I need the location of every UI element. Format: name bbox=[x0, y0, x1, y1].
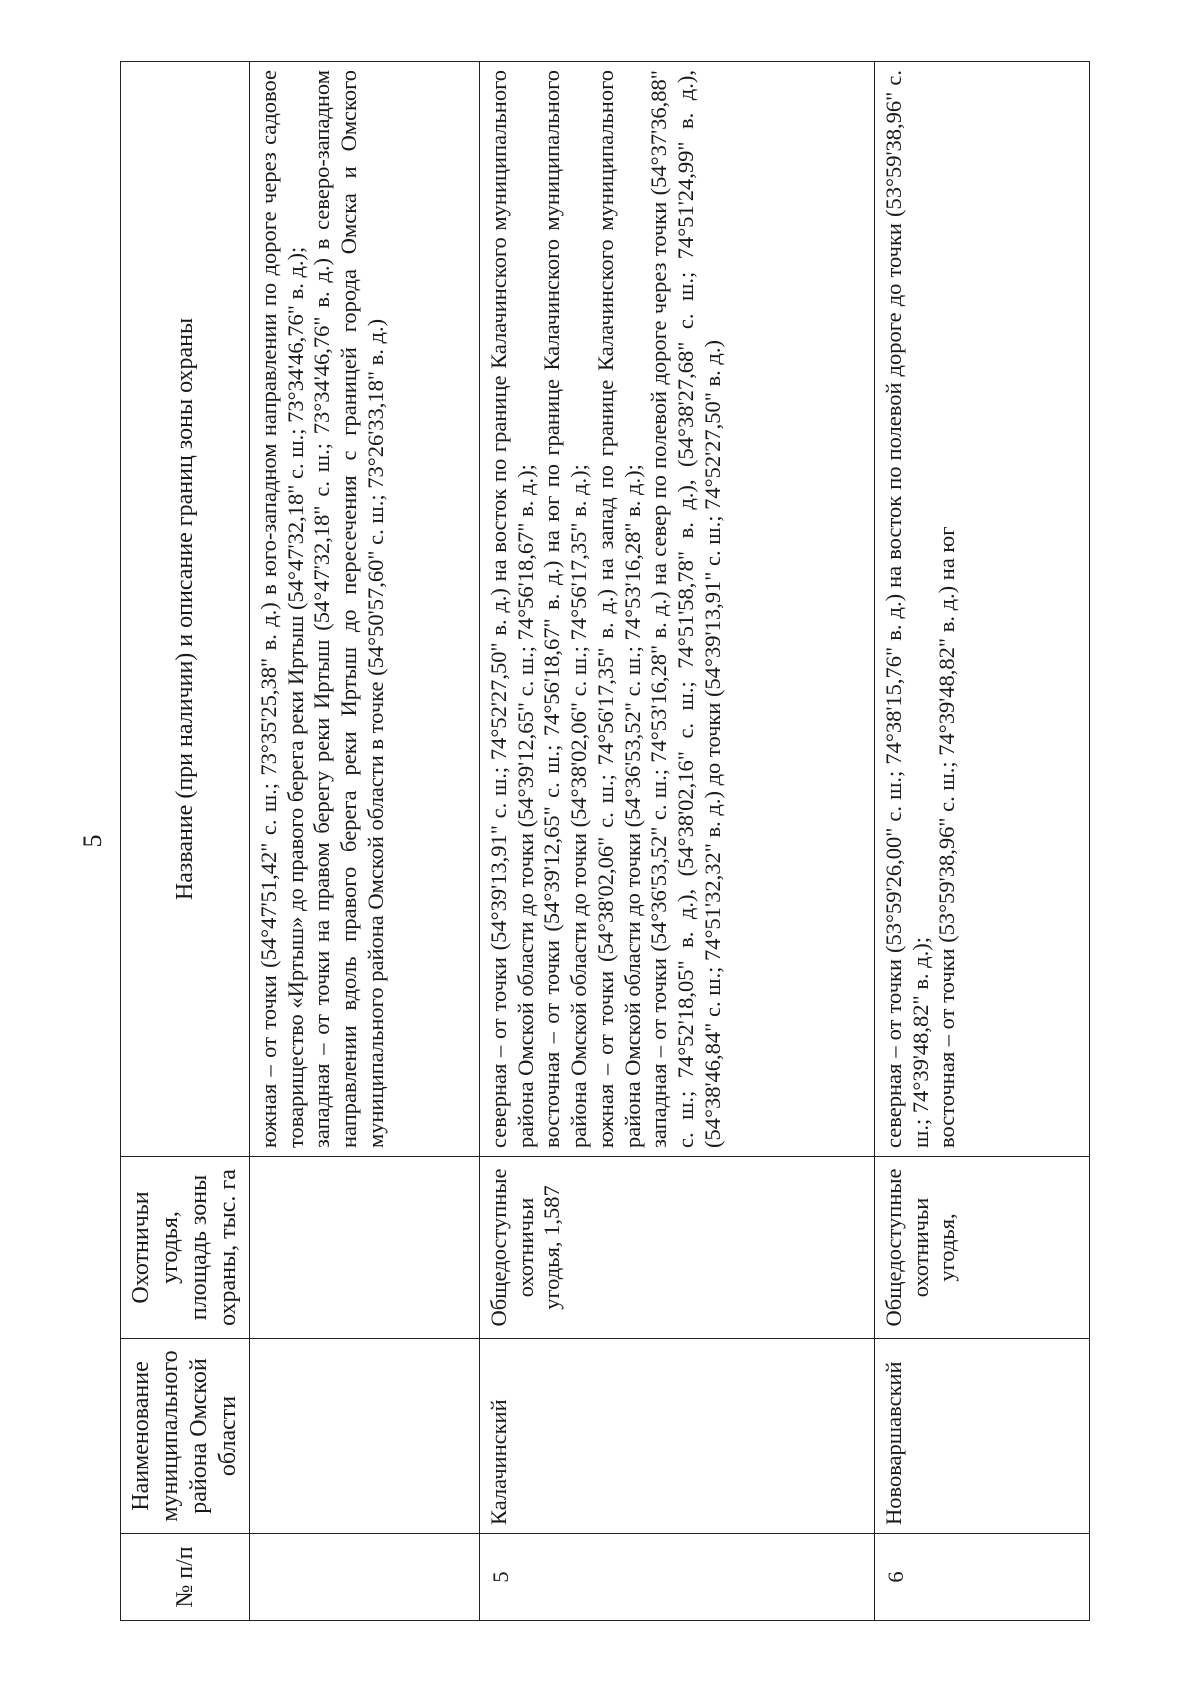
header-district: Наименование муниципального района Омской области bbox=[121, 1339, 250, 1534]
row-description bbox=[875, 62, 1090, 1157]
boundary-south: южная – от точки (54°38'02,06" с. ш.; 74°56'17,35" в. д.) на запад по границе Калачинского муниципального района Омской области до точки (54°36'53,52" с. ш.; 74°53'16,28" в. д.); bbox=[592, 70, 645, 1148]
row-land: Общедоступные охотничьи угодья, bbox=[875, 1157, 1090, 1339]
boundary-east: восточная – от точки (53°59'38,96" с. ш.; 74°39'48,82" в. д.) на юг bbox=[934, 526, 960, 1148]
boundary-west: западная – от точки (54°36'53,52" с. ш.; 74°53'16,28" в. д.) на север по полевой дороге через точки (54°37'36,88" с. ш.; 74°52'18,05" в. д.), (54°38'02,16" с. ш.; 74°51'58,78" в. д.), (54°38'27,68" с. ш.; 74°51'24,99" в. д.), (54°38'46,84" с. ш.; 74°51'32,32" в. д.) до точки (54°39'13,91" с. ш.; 74°52'27,50" в. д.) bbox=[646, 70, 725, 1148]
row-num: 6 bbox=[875, 1534, 1090, 1621]
row-num: 5 bbox=[480, 1534, 875, 1621]
table-row bbox=[250, 62, 480, 1621]
boundary-west: западная – от точки на правом берегу реки Иртыш (54°47'32,18" с. ш.; 73°34'46,76" в. д.) в северо-западном направлении вдоль правого берега реки Иртыш до пересечения с границей города Омска и Омского муниципального района Омской области в точке (54°50'57,60" с. ш.; 73°26'33,18" в. д.) bbox=[309, 70, 388, 1148]
table-row bbox=[875, 62, 1090, 1621]
boundary-north: северная – от точки (54°39'13,91" с. ш.; 74°52'27,50" в. д.) на восток по границе Калачинского муниципального района Омской области до точки (54°39'12,65" с. ш.; 74°56'18,67" в. д.); bbox=[486, 70, 538, 1148]
row-district: Нововаршавский bbox=[875, 1339, 1090, 1534]
rotated-page bbox=[78, 61, 1080, 1621]
row-land bbox=[250, 1157, 480, 1339]
header-num: № п/п bbox=[121, 1534, 250, 1621]
table-header-row bbox=[121, 62, 250, 1621]
row-district bbox=[250, 1339, 480, 1534]
boundary-north: северная – от точки (53°59'26,00" с. ш.; 74°38'15,76" в. д.) на восток по полевой дороге до точки (53°59'38,96" с. ш.; 74°39'48,82" в. д.); bbox=[881, 70, 933, 1148]
page-number: 5 bbox=[78, 834, 107, 848]
boundary-east: восточная – от точки (54°39'12,65" с. ш.; 74°56'18,67" в. д.) на юг по границе Калачинского муниципального района Омской области до точки (54°38'02,06" с. ш.; 74°56'17,35" в. д.); bbox=[539, 70, 592, 1148]
row-land: Общедоступные охотничьи угодья, 1,587 bbox=[480, 1157, 875, 1339]
row-description bbox=[480, 62, 875, 1157]
protection-zone-table bbox=[120, 61, 1090, 1621]
row-district: Калачинский bbox=[480, 1339, 875, 1534]
table-row bbox=[480, 62, 875, 1621]
header-description: Название (при наличии) и описание границ зоны охраны bbox=[121, 62, 250, 1157]
row-num bbox=[250, 1534, 480, 1621]
boundary-south: южная – от точки (54°47'51,42" с. ш.; 73°35'25,38" в. д.) в юго-западном направлении по дороге через садовое товарищество «Иртыш» до правого берега реки Иртыш (54°47'32,18" с. ш.; 73°34'46,76" в. д.); bbox=[256, 70, 308, 1148]
header-land: Охотничьи угодья, площадь зоны охраны, тыс. га bbox=[121, 1157, 250, 1339]
row-description bbox=[250, 62, 480, 1157]
